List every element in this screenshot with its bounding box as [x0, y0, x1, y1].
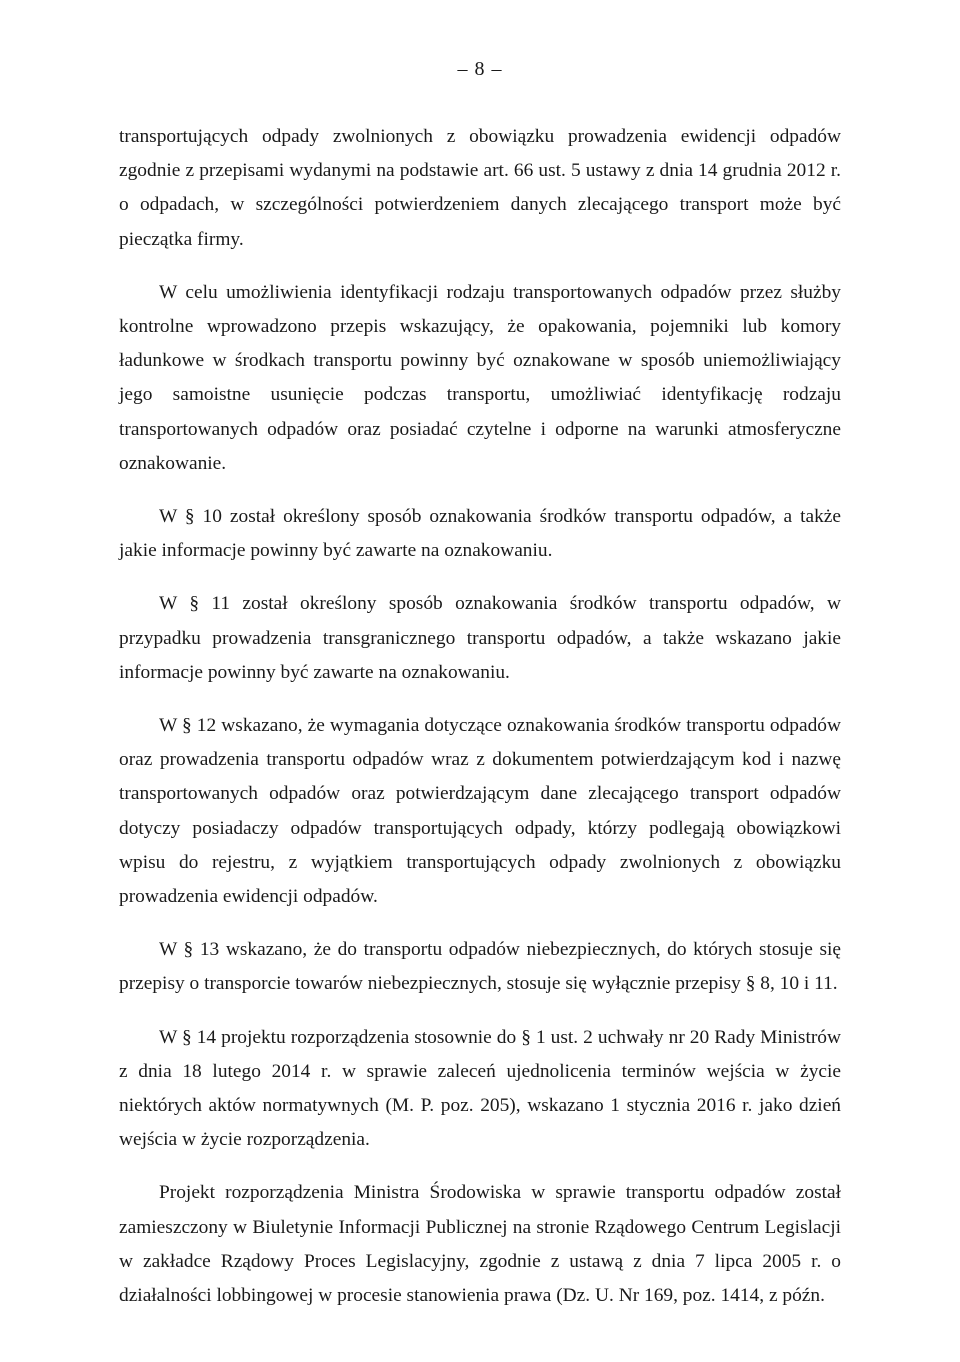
- page-number: – 8 –: [457, 58, 503, 80]
- paragraph-continuation: transportujących odpady zwolnionych z obowiązku prowadzenia ewidencji odpadów zgodnie z przepisami wydanymi na podstawie art. 66 ust. 5 ustawy z dnia 14 grudnia 2012 r. o odpadach, w szczególności potwierdzeniem danych zlecającego transport może być pieczątka firmy.: [119, 126, 841, 250]
- paragraph-identification: W celu umożliwienia identyfikacji rodzaju transportowanych odpadów przez służby kontrolne wprowadzono przepis wskazujący, że opakowania, pojemniki lub komory ładunkowe w środkach transportu powinny być oznakowane w sposób uniemożliwiający jego samoistne usunięcie podczas transportu, umożliwiać identyfikację rodzaju transportowanych odpadów oraz posiadać czytelne i odporne na warunki atmosferyczne oznakowanie.: [119, 281, 841, 474]
- paragraph-section-13: W § 13 wskazano, że do transportu odpadów niebezpiecznych, do których stosuje się przepisy o transporcie towarów niebezpiecznych, stosuje się wyłącznie przepisy § 8, 10 i 11.: [119, 939, 841, 995]
- paragraph-section-10: W § 10 został określony sposób oznakowania środków transportu odpadów, a także jakie informacje powinny być zawarte na oznakowaniu.: [119, 506, 841, 562]
- paragraph-publication: Projekt rozporządzenia Ministra Środowiska w sprawie transportu odpadów został zamieszczony w Biuletynie Informacji Publicznej na stronie Rządowego Centrum Legislacji w zakładce Rządowy Proces Legislacyjny, zgodnie z ustawą z dnia 7 lipca 2005 r. o działalności lobbingowej w procesie stanowienia prawa (Dz. U. Nr 169, poz. 1414, z późn.: [119, 1182, 841, 1307]
- paragraph-section-12: W § 12 wskazano, że wymagania dotyczące oznakowania środków transportu odpadów oraz prowadzenia transportu odpadów wraz z dokumentem potwierdzającym kod i nazwę transportowanych odpadów oraz potwierdzającym dane zlecającego transport odpadów dotyczy posiadaczy odpadów transportujących odpady, którzy podlegają obowiązkowi wpisu do rejestru, z wyjątkiem transportujących odpady zwolnionych z obowiązku prowadzenia ewidencji odpadów.: [119, 715, 841, 908]
- paragraph-section-14: W § 14 projektu rozporządzenia stosownie do § 1 ust. 2 uchwały nr 20 Rady Ministrów z dnia 18 lutego 2014 r. w sprawie zaleceń ujednolicenia terminów wejścia w życie niektórych aktów normatywnych (M. P. poz. 205), wskazano 1 stycznia 2016 r. jako dzień wejścia w życie rozporządzenia.: [119, 1026, 841, 1151]
- paragraph-section-11: W § 11 został określony sposób oznakowania środków transportu odpadów, w przypadku prowadzenia transgranicznego transportu odpadów, a także wskazano jakie informacje powinny być zawarte na oznakowaniu.: [119, 593, 841, 683]
- document-body: [119, 120, 841, 1332]
